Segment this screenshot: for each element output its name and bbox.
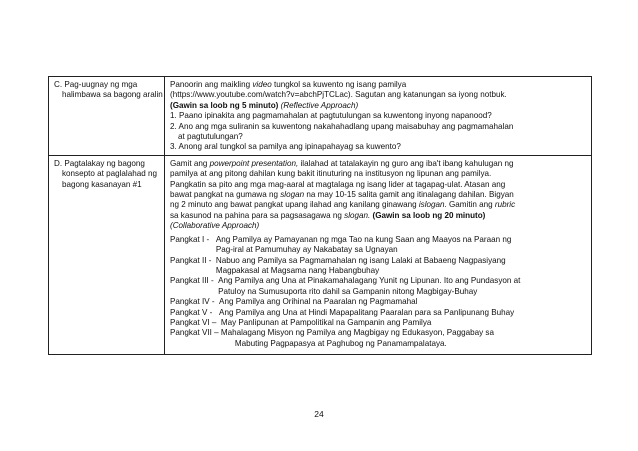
group-text-cont: Pag-iral at Pamumuhay ay Nakabatay sa Ugnayan [215,245,398,255]
row-c-intro-video: video [252,80,272,89]
row-d-text: Gamit ang [170,158,210,168]
group-label: Pangkat V - [170,307,220,317]
group-text: Ang Pamilya ang Una at Pinakamahalagang Yunit ng Lipunan. Ito ang Pundasyon at [218,276,521,286]
group-text: Ang Pamilya ang Orihinal na Paaralan ng Pagmamahal [219,297,418,307]
row-d-label-line-1: D. Pagtalakay ng bagong [54,158,145,168]
row-d-p1-line-3: Pangkatin sa pito ang mga mag-aaral at magtalaga ng isang lider at tagapag-ulat. Atasan ang [170,179,506,189]
row-d-slogan: slogan [280,190,305,200]
row-c-label-line-2: halimbawa sa bagong aralin [62,90,163,100]
row-c-label-cell [49,77,165,156]
row-c-question-2: 2. Ano ang mga suliranin sa kuwentong nakahahadlang upang maisabuhay ang pagmamahalan [170,121,514,131]
group-label: Pangkat VI – [170,317,221,327]
row-d-text: na may 10-15 salita gamit ang itinalagang dahilan. Bigyan [304,190,514,200]
row-d-p1-line-5 [170,200,586,210]
row-d-text: ilalahad at tatalakayin ng guro ang iba't ibang kahulugan ng [298,158,514,168]
row-d-text: . Gamitin ang [444,200,495,210]
group-label: Pangkat III - [170,276,219,286]
row-d-label-line-3: bagong kasanayan #1 [62,179,142,189]
row-d-slogan-2: slogan. [344,210,371,220]
group-label: Pangkat II - [170,255,216,265]
group-item-1 [170,235,586,256]
row-c-approach: (Reflective Approach) [278,100,359,110]
row-d-text: sa kasunod na pahina para sa pagsasagawa ng [170,210,345,220]
group-text-cont: Magpakasal at Magsama nang Habangbuhay [215,265,380,275]
row-c-question-2-cont: at pagtutulungan? [178,132,243,142]
row-c-intro [170,80,586,90]
group-label: Pangkat I - [170,234,216,244]
page-number: 24 [314,409,324,419]
row-d-rubric: rubric [494,200,516,210]
row-c-question-3: 3. Anong aral tungkol sa pamilya ang ipinapahayag sa kuwento? [170,142,401,152]
row-d-p1-line-6 [170,211,586,221]
row-d-label-line-2: konsepto at paglalahad ng [62,169,157,179]
row-d-time-bold: (Gawin sa loob ng 20 minuto) [370,210,486,220]
table-row-d [49,155,592,354]
row-c-label-line-1: C. Pag-uugnay ng mga [54,80,138,89]
group-item-4 [170,297,586,307]
group-text-cont: Patuloy na Sumusuporta rito dahil sa Gampanin nitong Magbigay-Buhay [218,286,478,296]
group-item-3 [170,276,586,297]
group-text: Mahalagang Misyon ng Pamilya ang Magbigay ng Edukasyon, Paggabay sa [220,328,494,338]
row-d-text: bawat pangkat na gumawa ng [170,190,281,200]
group-item-6 [170,318,586,328]
group-text: May Panlipunan at Pampolitikal na Gampanin ang Pamilya [220,317,432,327]
row-c-time-bold: (Gawin sa loob ng 5 minuto) [170,100,279,110]
row-d-islogan: islogan [418,200,445,210]
group-text: Ang Pamilya ang Una at Hindi Mapapalitang Paaralan para sa Panlipunang Buhay [219,307,515,317]
lesson-plan-table [48,76,592,355]
group-item-7 [170,328,586,349]
row-c-time-note [170,101,586,111]
row-c-intro-text: Panoorin ang maikling [170,80,253,89]
row-d-p1-line-1 [170,159,586,169]
row-d-p1-line-7 [170,221,586,231]
row-c-intro-text-2: tungkol sa kuwento ng isang pamilya [271,80,407,89]
row-d-ppt: powerpoint presentation, [209,158,299,168]
row-d-label-cell [49,155,165,354]
row-d-approach: (Collaborative Approach) [170,221,260,231]
group-text: Nabuo ang Pamilya sa Pagmamahalan ng isang Lalaki at Babaeng Nagpasiyang [215,255,506,265]
row-c-intro-line-2: (https://www.youtube.com/watch?v=abchPjTCLac). Sagutan ang katanungan sa iyong notbuk. [170,90,507,100]
group-item-5 [170,308,586,318]
group-text: Ang Pamilya ay Pamayanan ng mga Tao na kung Saan ang Maayos na Paraan ng [215,234,512,244]
row-d-p1-line-2: pamilya at ang pitong dahilan kung bakit itinuturing na institusyon ng lipunan ang pamilya. [170,169,492,179]
row-d-p1-line-4 [170,190,586,200]
table-row-c [49,77,592,156]
row-c-content-cell [165,77,592,156]
row-d-text: ng 2 minuto ang bawat pangkat upang ilahad ang kanilang ginawang [170,200,419,210]
group-text-cont: Mabuting Pagpapasya at Paghubog ng Panamampalataya. [234,338,447,348]
row-d-content-cell [165,155,592,354]
group-label: Pangkat VII – [170,328,221,338]
group-label: Pangkat IV - [170,297,220,307]
group-item-2 [170,256,586,277]
row-c-question-1: 1. Paano ipinakita ang pagmamahalan at pagtutulungan sa kuwentong inyong napanood? [170,111,492,121]
